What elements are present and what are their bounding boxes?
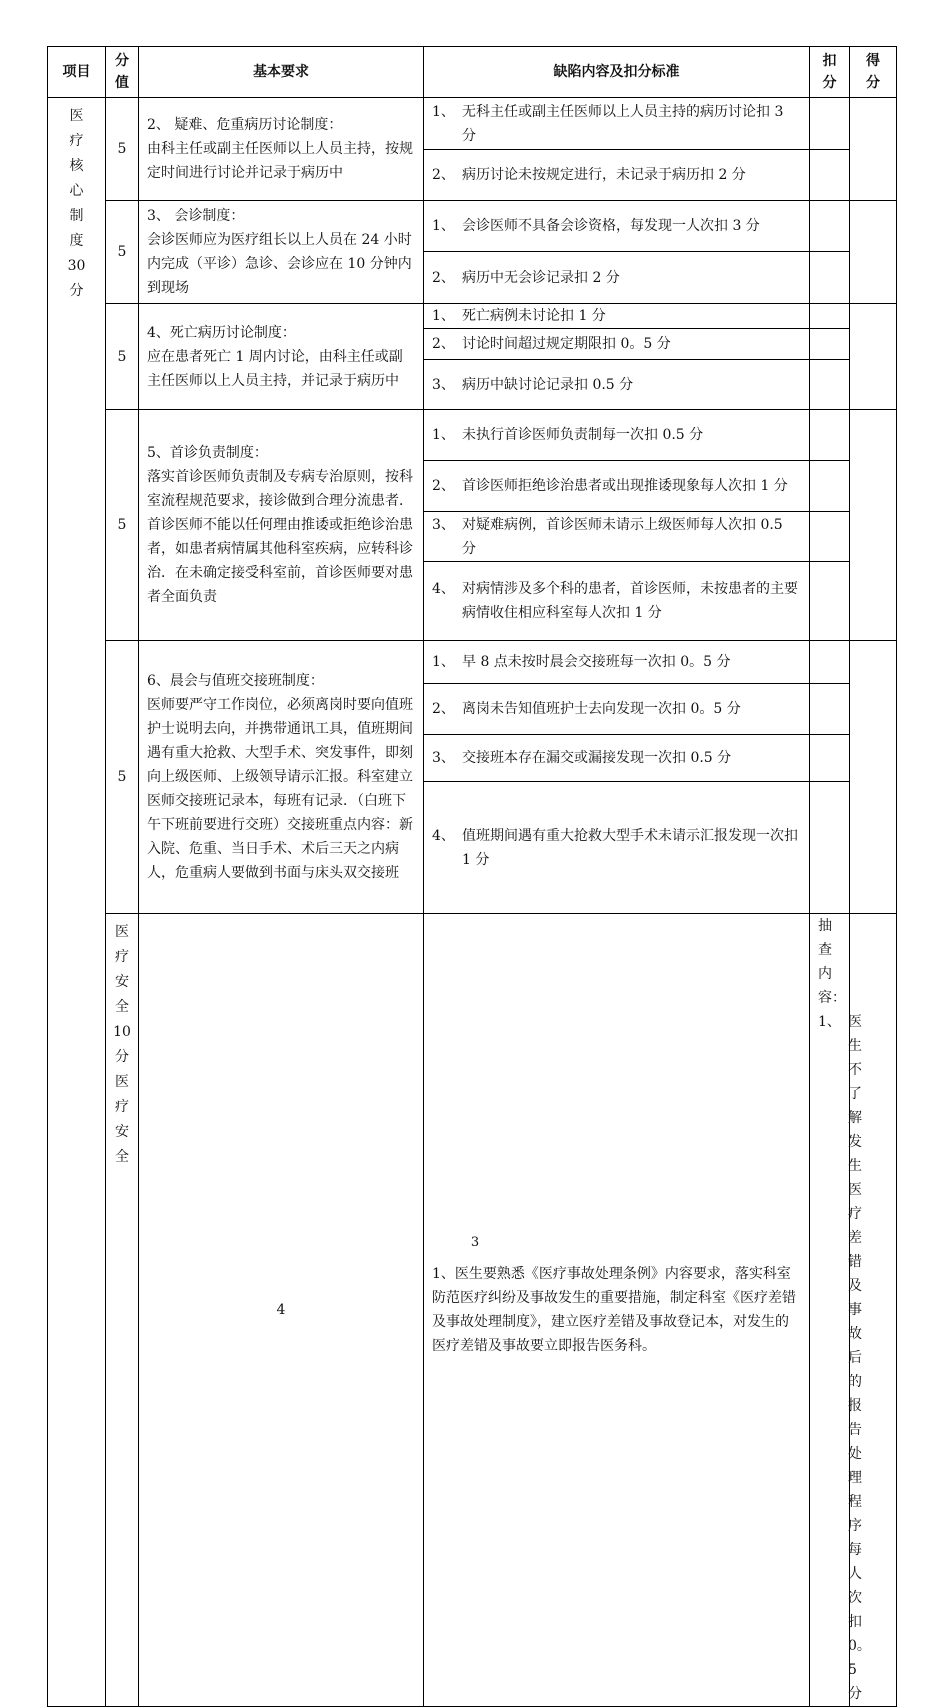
- requirement-body: 由科主任或副主任医师以上人员主持，按规定时间进行讨论并记录于病历中: [147, 141, 413, 181]
- score-value: 5: [106, 304, 139, 410]
- table-row: [48, 98, 897, 150]
- defect-cell: [424, 562, 810, 641]
- header-defect: 缺陷内容及扣分标准: [424, 47, 810, 98]
- requirement-title: 6、晨会与值班交接班制度：: [147, 673, 324, 689]
- defect-cell: [424, 410, 810, 461]
- defect-cell: [424, 512, 810, 562]
- defect-cell: [424, 329, 810, 360]
- defect-number: 1、: [432, 427, 455, 443]
- header-requirement: 基本要求: [139, 47, 424, 98]
- defect-number: 1、: [818, 1014, 841, 1030]
- defect-text: 值班期间遇有重大抢救大型手术未请示汇报发现一次扣 1 分: [462, 827, 798, 868]
- header-row: [48, 47, 897, 98]
- deduct-cell[interactable]: [810, 512, 850, 562]
- score-get-cell[interactable]: [850, 201, 897, 304]
- defect-cell: [424, 201, 810, 252]
- requirement-cell: [139, 201, 424, 304]
- defect-text: 讨论时间超过规定期限扣 0。5 分: [462, 336, 671, 352]
- defect-number: 1、: [432, 654, 455, 670]
- defect-text: 死亡病例未讨论扣 1 分: [462, 308, 606, 324]
- defect-intro: 抽查内容：: [818, 918, 846, 1006]
- score-value: 5: [106, 410, 139, 641]
- item-label-core-system: 医 疗 核 心 制 度 30 分: [67, 108, 86, 299]
- defect-cell: [424, 735, 810, 782]
- defect-number: 4、: [432, 581, 455, 597]
- defect-number: 3、: [432, 376, 455, 393]
- defect-cell: [810, 914, 871, 1707]
- requirement-title: 2、 疑难、危重病历讨论制度：: [147, 117, 343, 133]
- defect-number: 2、: [432, 269, 455, 286]
- score-get-cell[interactable]: [850, 641, 897, 914]
- defect-number: 1、: [432, 218, 455, 234]
- item-label-medical-safety: 医 疗 安 全 10 分 医 疗 安 全: [113, 924, 131, 1165]
- requirement-cell: [139, 98, 424, 201]
- table-row: [48, 304, 897, 329]
- page-number: 3: [470, 1235, 480, 1250]
- deduct-cell[interactable]: [810, 201, 850, 252]
- deduct-cell[interactable]: [810, 98, 850, 150]
- deduct-cell[interactable]: [810, 304, 850, 329]
- deduct-cell[interactable]: [810, 410, 850, 461]
- requirement-body: 医师要严守工作岗位，必须离岗时要向值班护士说明去向，并携带通讯工具，值班期间遇有重大抢救、大型手术、突发事件，即刻向上级医师、上级领导请示汇报。科室建立医师交接班记录本，每班有记录．（白班下午下班前要进行交班）交接班重点内容：新入院、危重、当日手术、术后三天之内病人，危重病人要做到书面与床头双交接班: [147, 697, 413, 881]
- score-get-cell[interactable]: [850, 410, 897, 641]
- deduct-cell[interactable]: [810, 329, 850, 360]
- requirement-body: 落实首诊医师负责制及专病专治原则，按科室流程规范要求，接诊做到合理分流患者．首诊医师不能以任何理由推诿或拒绝诊治患者，如患者病情属其他科室疾病，应转科诊治．在未确定接受科室前，首诊医师要对患者全面负责: [147, 469, 413, 605]
- deduct-cell[interactable]: [810, 252, 850, 304]
- score-value: 5: [106, 201, 139, 304]
- defect-text: 未执行首诊医师负责制每一次扣 0.5 分: [462, 427, 704, 443]
- requirement-cell: [139, 304, 424, 410]
- requirement-cell: [139, 641, 424, 914]
- defect-number: 1、: [432, 308, 455, 324]
- table-row: [48, 410, 897, 461]
- deduct-cell[interactable]: [810, 562, 850, 641]
- defect-text: 交接班本存在漏交或漏接发现一次扣 0.5 分: [462, 750, 732, 766]
- defect-text: 对病情涉及多个科的患者，首诊医师，未按患者的主要病情收住相应科室每人次扣 1 分: [462, 581, 798, 621]
- score-get-cell[interactable]: [850, 98, 897, 201]
- defect-cell: [424, 684, 810, 735]
- score-value: 5: [106, 641, 139, 914]
- defect-number: 1、: [432, 103, 455, 120]
- defect-number: 3、: [432, 516, 455, 533]
- requirement-body: 会诊医师应为医疗组长以上人员在 24 小时内完成（平诊）急诊、会诊应在 10 分钟内到现场: [147, 232, 412, 296]
- defect-cell: [424, 461, 810, 512]
- table-row: [48, 914, 897, 1707]
- defect-text: 医生不了解发生医疗差错及事故后的报告处理程序每人次扣 0。5 分: [848, 1014, 871, 1702]
- table-row: [48, 641, 897, 684]
- item-cell-core-system: [48, 98, 106, 1707]
- table-row: [48, 201, 897, 252]
- defect-text: 离岗未告知值班护士去向发现一次扣 0。5 分: [462, 701, 741, 717]
- defect-number: 2、: [432, 167, 455, 183]
- requirement-body: 1、医生要熟悉《医疗事故处理条例》内容要求，落实科室防范医疗纠纷及事故发生的重要措施，制定科室《医疗差错及事故处理制度》，建立医疗差错及事故登记本，对发生的医疗差错及事故要立即报告医务科。: [432, 1266, 796, 1354]
- header-score: 分 值: [106, 47, 139, 98]
- defect-cell: [424, 304, 810, 329]
- deduct-cell[interactable]: [810, 150, 850, 201]
- defect-text: 早 8 点未按时晨会交接班每一次扣 0。5 分: [462, 654, 731, 670]
- defect-text: 无科主任或副主任医师以上人员主持的病历讨论扣 3 分: [462, 103, 784, 144]
- defect-text: 会诊医师不具备会诊资格，每发现一人次扣 3 分: [462, 218, 760, 234]
- requirement-title: 4、死亡病历讨论制度：: [147, 324, 296, 341]
- defect-cell: [424, 252, 810, 304]
- score-value: 4: [139, 914, 424, 1707]
- defect-number: 4、: [432, 827, 455, 844]
- header-deduct: 扣 分: [810, 47, 850, 98]
- defect-number: 3、: [432, 750, 455, 766]
- defect-text: 病历中缺讨论记录扣 0.5 分: [462, 376, 634, 393]
- deduct-cell[interactable]: [810, 360, 850, 410]
- defect-cell: [424, 360, 810, 410]
- requirement-body: 应在患者死亡 1 周内讨论，由科主任或副主任医师以上人员主持，并记录于病历中: [147, 348, 403, 389]
- defect-cell: [424, 98, 810, 150]
- requirement-cell: [139, 410, 424, 641]
- defect-text: 病历中无会诊记录扣 2 分: [462, 269, 620, 286]
- scoring-table: [47, 46, 897, 1707]
- defect-cell: [424, 782, 810, 914]
- score-value: 5: [106, 98, 139, 201]
- defect-number: 2、: [432, 478, 455, 494]
- defect-text: 首诊医师拒绝诊治患者或出现推诿现象每人次扣 1 分: [462, 478, 788, 494]
- defect-text: 病历讨论未按规定进行，未记录于病历扣 2 分: [462, 167, 746, 183]
- item-cell-medical-safety: [106, 914, 139, 1707]
- deduct-cell[interactable]: [810, 735, 850, 782]
- score-get-cell[interactable]: [850, 304, 897, 410]
- deduct-cell[interactable]: [810, 782, 850, 914]
- header-get: 得 分: [850, 47, 897, 98]
- deduct-cell[interactable]: [810, 641, 850, 684]
- defect-cell: [424, 150, 810, 201]
- header-item: 项目: [48, 47, 106, 98]
- requirement-cell: [424, 914, 810, 1707]
- defect-cell: [424, 641, 810, 684]
- deduct-cell[interactable]: [810, 461, 850, 512]
- defect-number: 2、: [432, 336, 455, 352]
- deduct-cell[interactable]: [810, 684, 850, 735]
- requirement-title: 3、 会诊制度：: [147, 208, 245, 224]
- defect-number: 2、: [432, 701, 455, 717]
- requirement-title: 5、首诊负责制度：: [147, 445, 268, 461]
- defect-text: 对疑难病例，首诊医师未请示上级医师每人次扣 0.5 分: [462, 516, 783, 557]
